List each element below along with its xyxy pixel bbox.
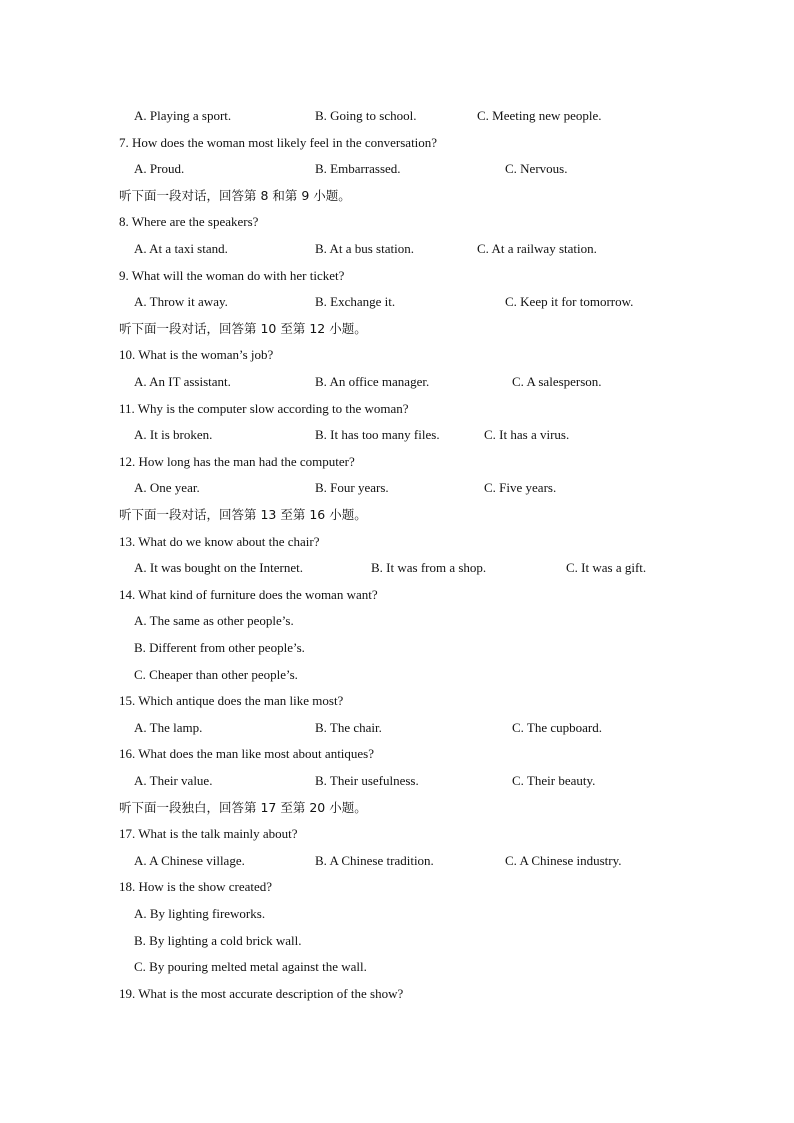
answer-option: A. Their value. xyxy=(134,773,213,788)
question-text: 17. What is the talk mainly about? xyxy=(119,826,298,841)
answer-option: C. At a railway station. xyxy=(477,241,597,256)
section-instruction: 听下面一段对话，回答第 8 和第 9 小题。 xyxy=(119,188,351,203)
question-text: 19. What is the most accurate description of the show? xyxy=(119,986,404,1001)
answer-option: C. By pouring melted metal against the wall. xyxy=(134,959,367,974)
answer-option: A. One year. xyxy=(134,480,200,495)
answer-option: B. A Chinese tradition. xyxy=(315,853,434,868)
question-text: 16. What does the man like most about antiques? xyxy=(119,746,375,761)
answer-option: A. By lighting fireworks. xyxy=(134,906,266,921)
question-text: 18. How is the show created? xyxy=(119,879,273,894)
question-text: 12. How long has the man had the computer? xyxy=(119,454,355,469)
answer-option: C. Five years. xyxy=(484,480,557,495)
answer-option: B. Going to school. xyxy=(315,108,417,123)
answer-option: A. It was bought on the Internet. xyxy=(134,560,303,575)
answer-option: B. Different from other people’s. xyxy=(134,640,305,655)
answer-option: A. At a taxi stand. xyxy=(134,241,228,256)
answer-option: B. Four years. xyxy=(315,480,389,495)
answer-option: B. It was from a shop. xyxy=(371,560,487,575)
answer-option: C. A Chinese industry. xyxy=(505,853,622,868)
answer-option: C. The cupboard. xyxy=(512,720,603,735)
question-text: 13. What do we know about the chair? xyxy=(119,534,320,549)
answer-option: A. Proud. xyxy=(134,161,185,176)
question-text: 11. Why is the computer slow according to the woman? xyxy=(119,401,409,416)
answer-option: B. The chair. xyxy=(315,720,382,735)
question-text: 7. How does the woman most likely feel in the conversation? xyxy=(119,135,438,150)
answer-option: A. The lamp. xyxy=(134,720,203,735)
answer-option: C. Meeting new people. xyxy=(477,108,602,123)
question-text: 14. What kind of furniture does the woman want? xyxy=(119,587,378,602)
answer-option: C. Cheaper than other people’s. xyxy=(134,667,298,682)
answer-option: A. The same as other people’s. xyxy=(134,613,294,628)
answer-option: C. Keep it for tomorrow. xyxy=(505,294,634,309)
section-instruction: 听下面一段对话，回答第 13 至第 16 小题。 xyxy=(119,507,367,522)
answer-option: C. It has a virus. xyxy=(484,427,570,442)
answer-option: A. Throw it away. xyxy=(134,294,228,309)
answer-option: A. A Chinese village. xyxy=(134,853,245,868)
answer-option: B. Their usefulness. xyxy=(315,773,419,788)
answer-option: B. Embarrassed. xyxy=(315,161,401,176)
answer-option: A. Playing a sport. xyxy=(134,108,232,123)
answer-option: B. By lighting a cold brick wall. xyxy=(134,933,302,948)
section-instruction: 听下面一段独白，回答第 17 至第 20 小题。 xyxy=(119,800,367,815)
answer-option: A. It is broken. xyxy=(134,427,213,442)
answer-option: C. It was a gift. xyxy=(566,560,647,575)
answer-option: B. At a bus station. xyxy=(315,241,414,256)
question-text: 15. Which antique does the man like most? xyxy=(119,693,344,708)
section-instruction: 听下面一段对话，回答第 10 至第 12 小题。 xyxy=(119,321,367,336)
answer-option: A. An IT assistant. xyxy=(134,374,231,389)
answer-option: C. Their beauty. xyxy=(512,773,596,788)
question-text: 8. Where are the speakers? xyxy=(119,214,259,229)
question-text: 10. What is the woman’s job? xyxy=(119,347,274,362)
question-text: 9. What will the woman do with her ticket? xyxy=(119,268,345,283)
answer-option: C. Nervous. xyxy=(505,161,568,176)
answer-option: B. It has too many files. xyxy=(315,427,440,442)
answer-option: B. An office manager. xyxy=(315,374,430,389)
answer-option: B. Exchange it. xyxy=(315,294,396,309)
answer-option: C. A salesperson. xyxy=(512,374,602,389)
